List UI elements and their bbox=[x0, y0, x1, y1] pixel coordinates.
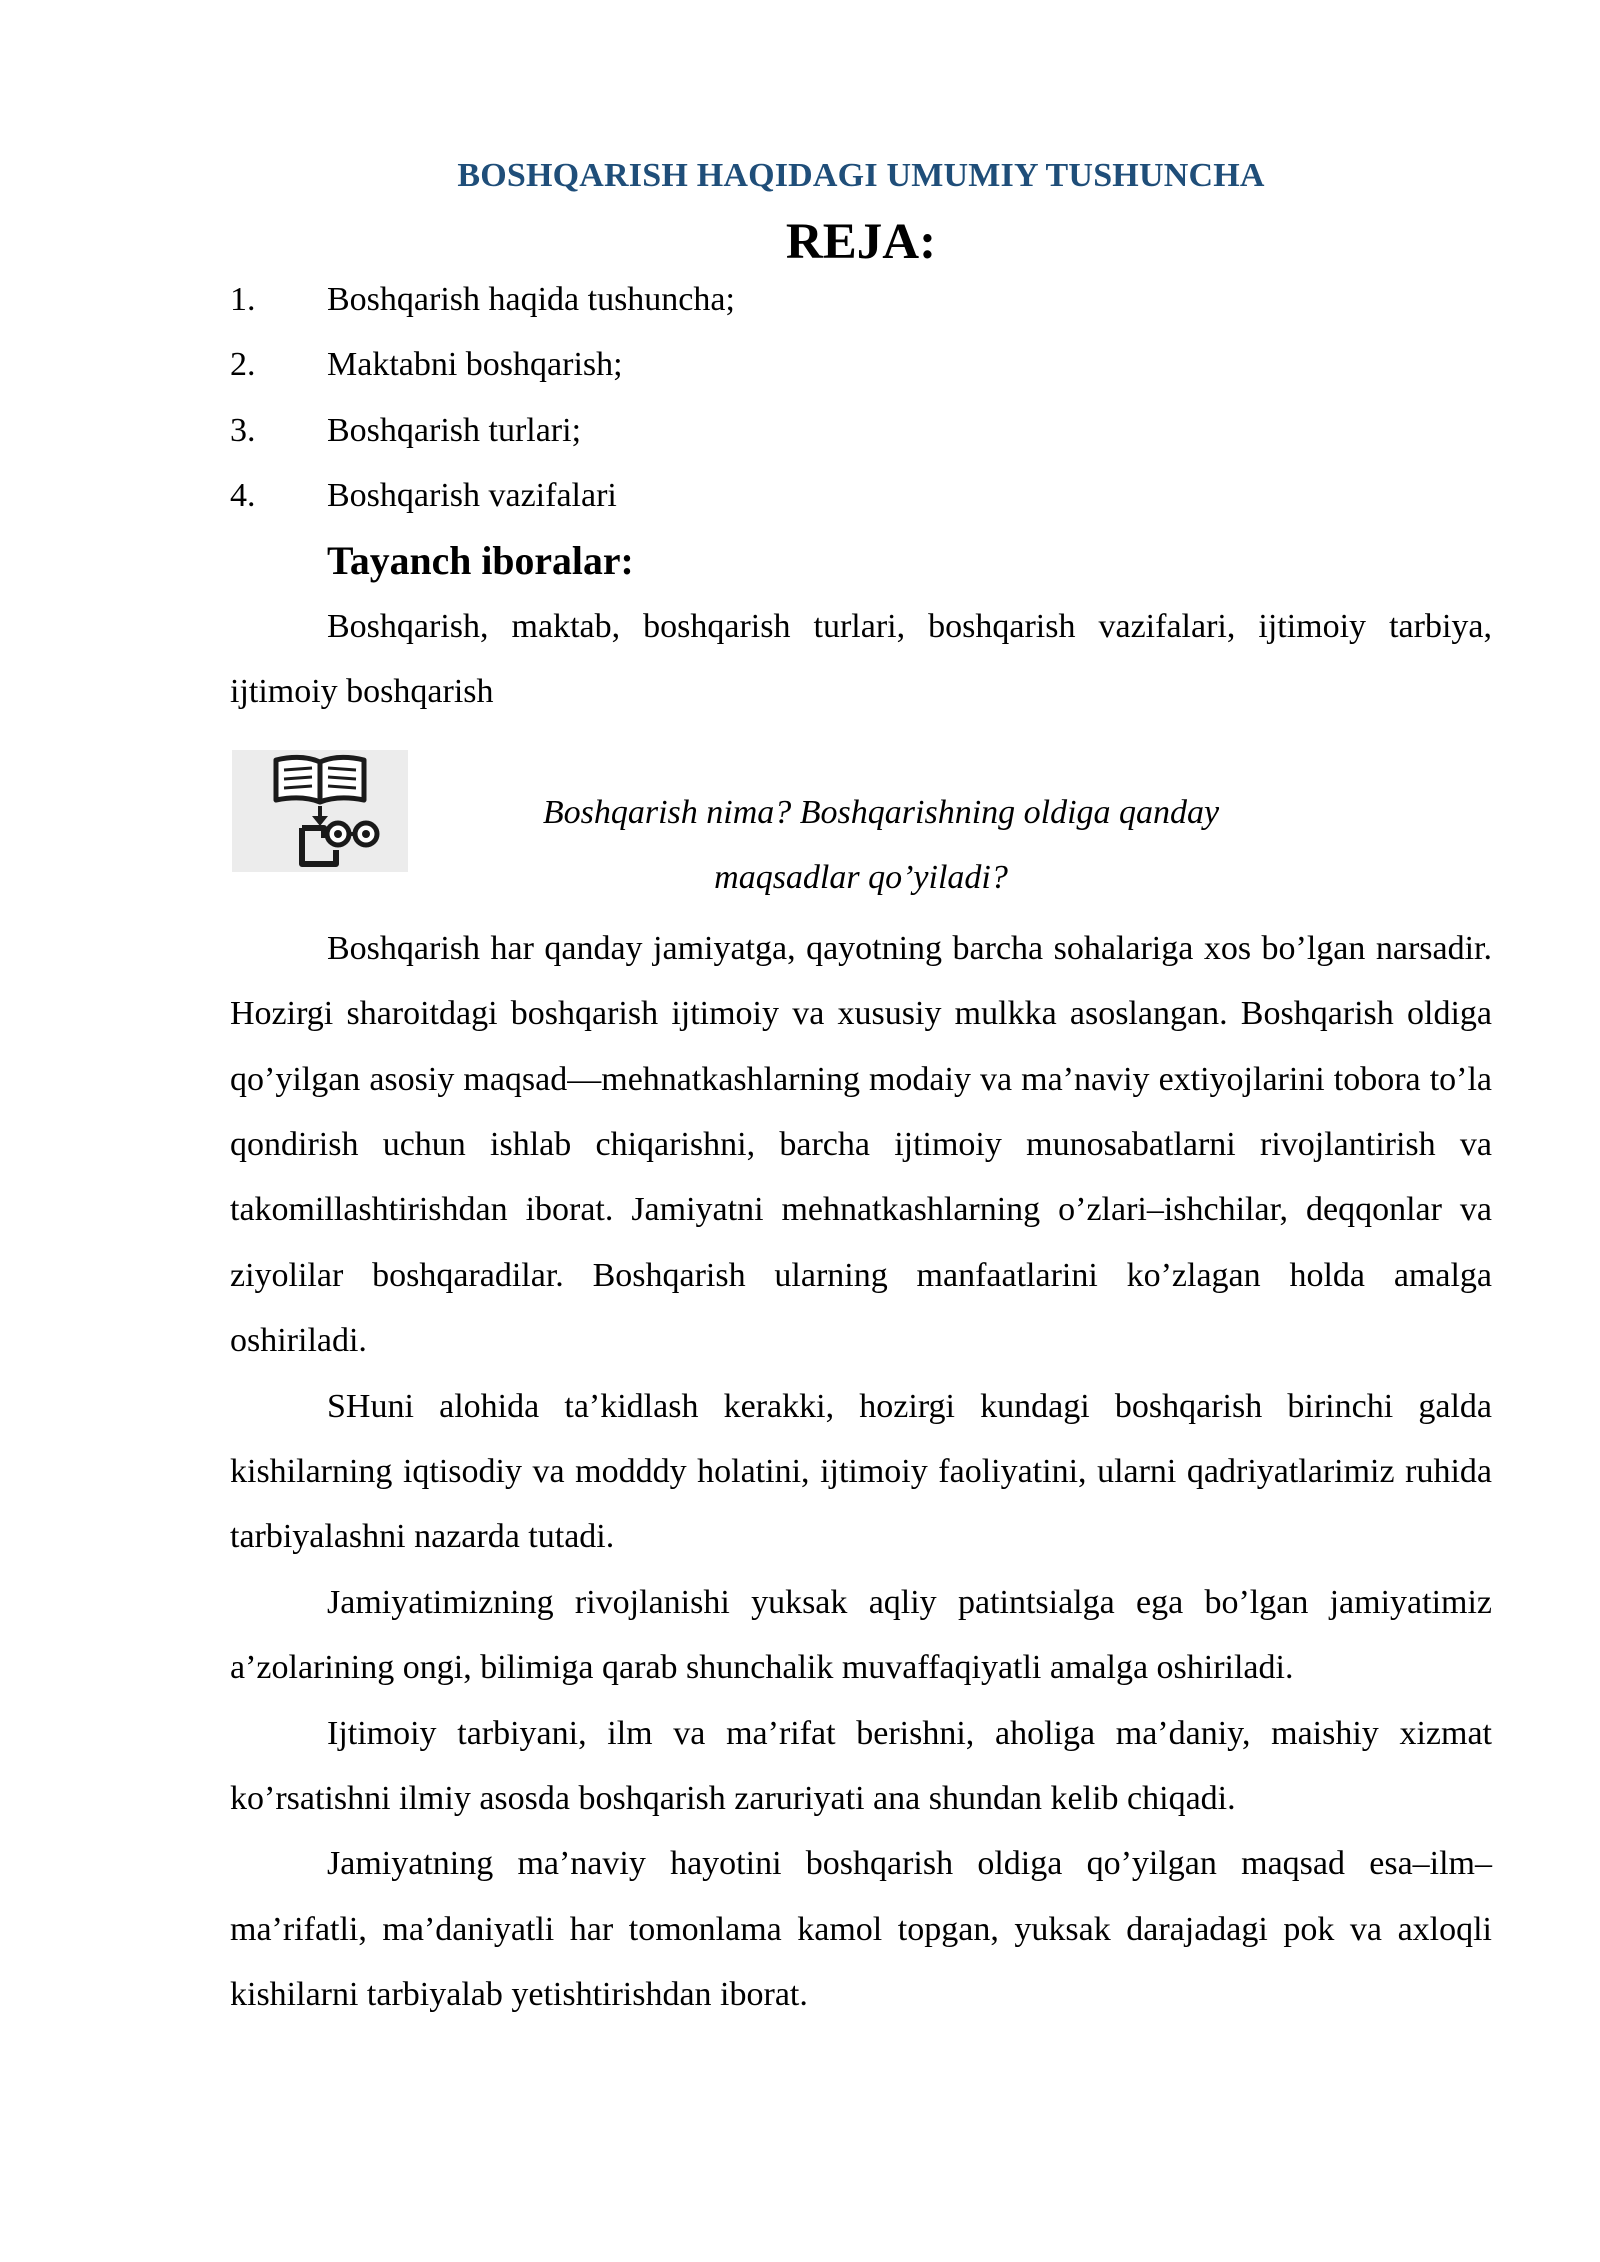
plan-item-text: Boshqarish vazifalari bbox=[327, 477, 617, 515]
plan-item bbox=[230, 332, 1492, 397]
plan-item-text: Boshqarish haqida tushuncha; bbox=[327, 281, 735, 318]
body-paragraph: SHuni alohida ta’kidlash kerakki, hozirgi kundagi boshqarish birinchi galda kishilarning iqtisodiy va modddy holatini, ijtimoiy faoliyatini, ularni qadriyatlarimiz ruhida tarbiyalashni nazarda tutadi. bbox=[230, 1387, 1492, 1556]
keywords-text: Boshqarish, maktab, boshqarish turlari, boshqarish vazifalari, ijtimoiy tarbiya, ijtimoiy boshqarish bbox=[230, 607, 1492, 711]
body-paragraph: Jamiyatimizning rivojlanishi yuksak aqliy patintsialga ega bo’lgan jamiyatimiz a’zolarining ongi, bilimiga qarab shunchalik muvaffaqiyatli amalga oshiriladi. bbox=[230, 1583, 1492, 1687]
plan-heading: REJA: bbox=[785, 214, 937, 270]
plan-item bbox=[230, 398, 1492, 463]
plan-list bbox=[230, 267, 1492, 529]
plan-item-text: Maktabni boshqarish; bbox=[327, 346, 623, 384]
plan-item-number: 1. bbox=[230, 281, 256, 318]
plan-item-number: 4. bbox=[230, 477, 256, 515]
plan-item-text: Boshqarish turlari; bbox=[327, 411, 582, 449]
page-title: BOSHQARISH HAQIDAGI UMUMIY TUSHUNCHA bbox=[457, 157, 1265, 194]
body-paragraph: Jamiyatning ma’naviy hayotini boshqarish oldiga qo’yilgan maqsad esa–ilm–ma’rifatli, ma’daniyatli har tomonlama kamol topgan, yuksak darajadagi pok va axloqli kishilarni tarbiyalab yetishtirishdan iborat. bbox=[230, 1845, 1492, 2014]
body-paragraph: Boshqarish har qanday jamiyatga, qayotning barcha sohalariga xos bo’lgan narsadir. Hozirgi sharoitdagi boshqarish ijtimoiy va xususiy mulkka asoslangan. Boshqarish oldiga qo’yilgan asosiy maqsad—mehnatkashlarning modaiy va ma’naviy extiyojlarini tobora to’la qondirish uchun ishlab chiqarishni, barcha ijtimoiy munosabatlarni rivojlantirish va takomillashtirishdan iborat. Jamiyatni mehnatkashlarning o’zlari–ishchilar, deqqonlar va ziyolilar boshqaradilar. Boshqarish ularning manfaatlarini ko’zlagan holda amalga oshiriladi. bbox=[230, 929, 1492, 1360]
plan-item bbox=[230, 463, 1492, 528]
question-line: maqsadlar qo’yiladi? bbox=[714, 859, 1008, 897]
question-text bbox=[230, 780, 1492, 911]
question-block bbox=[230, 750, 1492, 916]
document-body bbox=[230, 150, 1492, 2028]
body-paragraph: Ijtimoiy tarbiyani, ilm va ma’rifat berishni, aholiga ma’daniy, maishiy xizmat ko’rsatishni ilmiy asosda boshqarish zaruriyati ana shundan kelib chiqadi. bbox=[230, 1714, 1492, 1818]
plan-item bbox=[230, 267, 1492, 332]
question-line: Boshqarish nima? Boshqarishning oldiga qanday bbox=[542, 793, 1220, 831]
plan-item-number: 2. bbox=[230, 346, 256, 384]
keywords-heading: Tayanch iboralar: bbox=[327, 538, 634, 583]
plan-item-number: 3. bbox=[230, 411, 256, 449]
